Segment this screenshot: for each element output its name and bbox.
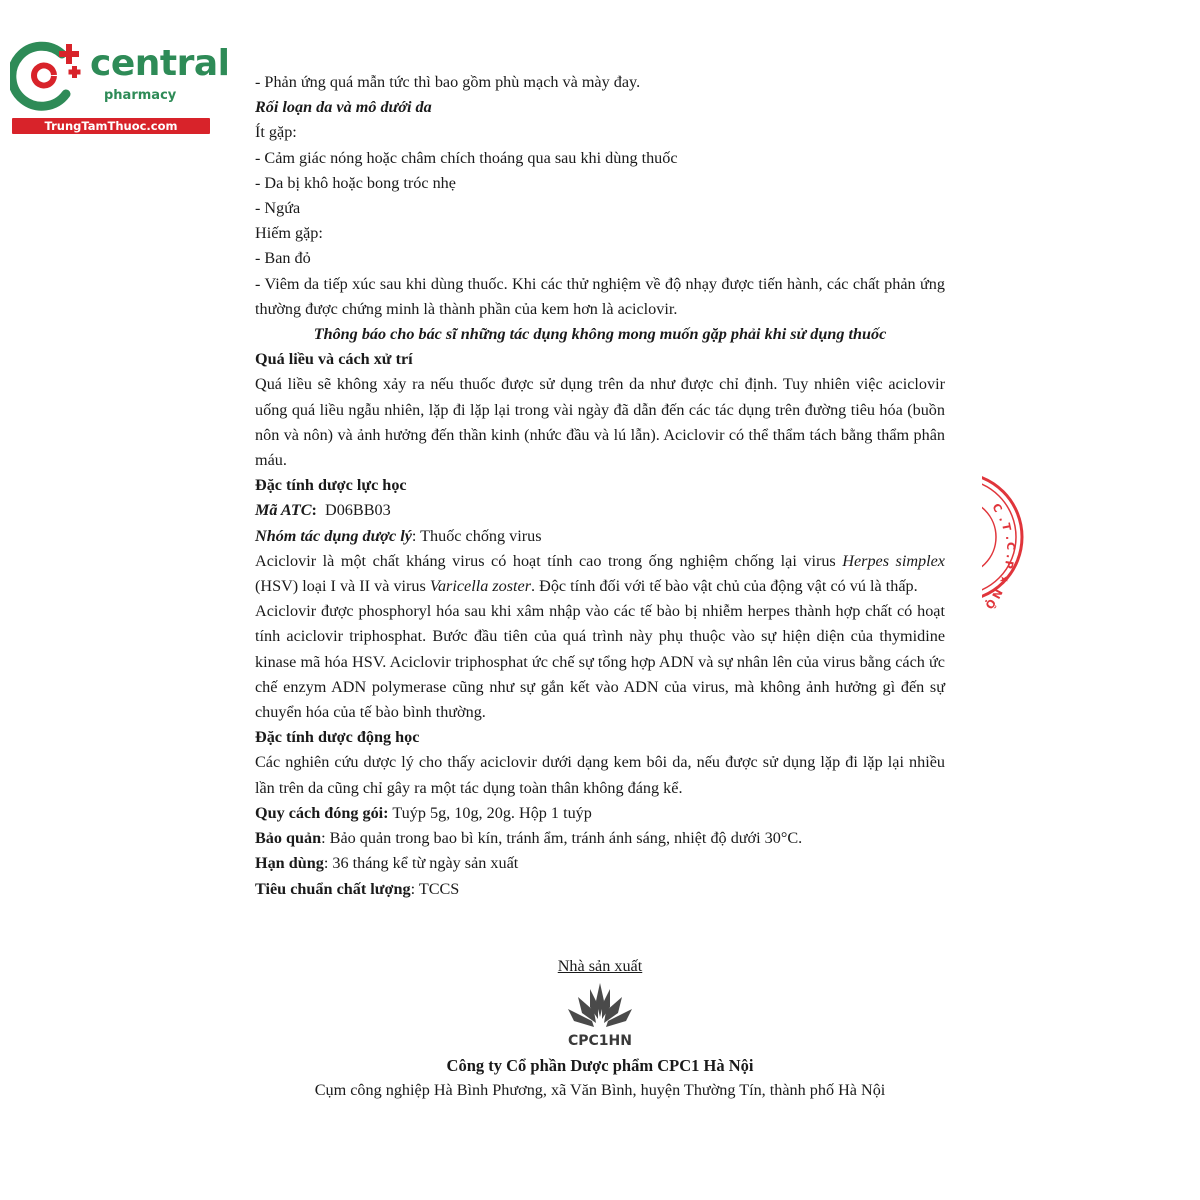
group-label: Nhóm tác dụng dược lý bbox=[255, 526, 412, 545]
text-paragraph: - Viêm da tiếp xúc sau khi dùng thuốc. Khi các thử nghiệm về độ nhạy được tiến hành, các chất phản ứng thường được chứng minh là thành phần của kem hơn là aciclovir. bbox=[255, 274, 945, 318]
svg-text:C: C bbox=[989, 501, 1005, 515]
svg-text:C: C bbox=[1004, 542, 1017, 551]
text-line: - Cảm giác nóng hoặc châm chích thoáng qua sau khi dùng thuốc bbox=[255, 148, 678, 167]
text-line: - Da bị khô hoặc bong tróc nhẹ bbox=[255, 173, 456, 192]
storage-label: Bảo quản bbox=[255, 829, 322, 848]
svg-text:.: . bbox=[1003, 535, 1017, 541]
svg-text:★: ★ bbox=[996, 573, 1012, 587]
brand-subtitle: pharmacy bbox=[104, 88, 177, 103]
svg-text:P: P bbox=[1001, 559, 1016, 570]
manufacturer-address: Cụm công nghiệp Hà Bình Phương, xã Văn Bình, huyện Thường Tín, thành phố Hà Nội bbox=[314, 1081, 886, 1099]
text-line: - Phản ứng quá mẫn tức thì bao gồm phù mạch và mày đay. bbox=[255, 73, 641, 91]
text-run: . Độc tính đối với tế bào vật chủ của động vật có vú là thấp. bbox=[531, 577, 918, 596]
storage-value: : Bảo quản trong bao bì kín, tránh ẩm, tránh ánh sáng, nhiệt độ dưới 30°C. bbox=[321, 829, 803, 848]
text-line: - Ngứa bbox=[255, 199, 301, 218]
standard-value: : TCCS bbox=[410, 879, 460, 898]
svg-text:T: T bbox=[999, 521, 1014, 532]
cpc1hn-logo-icon bbox=[560, 981, 640, 1049]
manufacturer-block bbox=[255, 954, 945, 1103]
text-run: Aciclovir là một chất kháng virus có hoạt tính cao trong ống nghiệm chống lại virus bbox=[255, 551, 843, 570]
text-run: (HSV) loại I và II và virus bbox=[255, 577, 430, 596]
frequency-label: Ít gặp: bbox=[255, 123, 297, 142]
packing-value: Tuýp 5g, 10g, 20g. Hộp 1 tuýp bbox=[388, 803, 592, 822]
svg-text:.: . bbox=[1003, 553, 1017, 560]
shelf-value: : 36 tháng kể từ ngày sản xuất bbox=[323, 854, 519, 873]
storage-line bbox=[255, 826, 945, 851]
section-heading-skin: Rối loạn da và mô dưới da bbox=[255, 98, 432, 117]
species-herpes: Herpes simplex bbox=[842, 551, 945, 570]
company-stamp-icon bbox=[968, 462, 1030, 612]
manufacturer-company: Công ty Cổ phần Dược phẩm CPC1 Hà Nội bbox=[446, 1056, 754, 1075]
atc-label: Mã ATC bbox=[255, 501, 312, 520]
species-varicella: Varicella zoster bbox=[429, 577, 532, 596]
packing-line bbox=[255, 801, 945, 826]
brand-name: central bbox=[90, 43, 230, 84]
manufacturer-title: Nhà sản xuất bbox=[557, 957, 643, 975]
group-line bbox=[255, 524, 945, 549]
svg-text:.: . bbox=[996, 514, 1010, 523]
section-heading-pharmacokinetics: Đặc tính dược động học bbox=[255, 728, 420, 747]
leaflet-content bbox=[255, 70, 945, 902]
text-paragraph bbox=[255, 549, 945, 599]
pharmacy-cross-logo-icon bbox=[10, 36, 90, 114]
text-line: - Ban đỏ bbox=[255, 249, 311, 268]
quality-standard-line bbox=[255, 877, 945, 902]
frequency-label: Hiếm gặp: bbox=[255, 224, 323, 243]
brand-url: TrungTamThuoc.com bbox=[12, 118, 210, 134]
section-heading-overdose: Quá liều và cách xử trí bbox=[255, 350, 413, 369]
doctor-notice: Thông báo cho bác sĩ những tác dụng không mong muốn gặp phải khi sử dụng thuốc bbox=[313, 325, 887, 344]
central-pharmacy-logo bbox=[10, 36, 230, 136]
packing-label: Quy cách đóng gói: bbox=[255, 803, 389, 822]
text-paragraph: Quá liều sẽ không xảy ra nếu thuốc được sử dụng trên da như được chỉ định. Tuy nhiên việc aciclovir uống quá liều ngẫu nhiên, lặp đi lặp lại trong vài ngày đã dẫn đến các tác dụng trên đường tiêu hóa (buồn nôn và nôn) và ảnh hưởng đến thần kinh (nhức đầu và lú lẫn). Aciclovir có thể thẩm tách bằng thẩm phân máu. bbox=[255, 375, 945, 470]
shelf-life-line bbox=[255, 851, 945, 876]
atc-line bbox=[255, 498, 945, 523]
svg-text:N: N bbox=[989, 586, 1005, 601]
text-paragraph: Các nghiên cứu dược lý cho thấy aciclovir dưới dạng kem bôi da, nếu được sử dụng lặp đi lặp lại nhiều lần trên da cũng chỉ gây ra một tác dụng toàn thân không đáng kể. bbox=[255, 753, 945, 797]
svg-text:Ộ: Ộ bbox=[982, 596, 999, 612]
section-heading-pharmacodynamics: Đặc tính dược lực học bbox=[255, 476, 407, 495]
standard-label: Tiêu chuẩn chất lượng bbox=[255, 879, 411, 898]
atc-value: D06BB03 bbox=[325, 501, 391, 520]
cpc1hn-logo-text: CPC1HN bbox=[568, 1033, 632, 1049]
group-value: : Thuốc chống virus bbox=[411, 526, 542, 545]
shelf-label: Hạn dùng bbox=[255, 854, 324, 873]
text-paragraph: Aciclovir được phosphoryl hóa sau khi xâm nhập vào các tế bào bị nhiễm herpes thành hợp chất có hoạt tính aciclovir triphosphat. Bước đầu tiên của quá trình này phụ thuộc vào sự hiện diện của thymidine kinase mã hóa HSV. Aciclovir triphosphat ức chế sự tổng hợp ADN và sự nhân lên của virus bằng cách ức chế enzym ADN polymerase cũng như sự gắn kết vào ADN của virus, mà không ảnh hưởng gì đến sự chuyển hóa của tế bào bình thường. bbox=[255, 602, 945, 722]
atc-colon: : bbox=[311, 501, 317, 520]
